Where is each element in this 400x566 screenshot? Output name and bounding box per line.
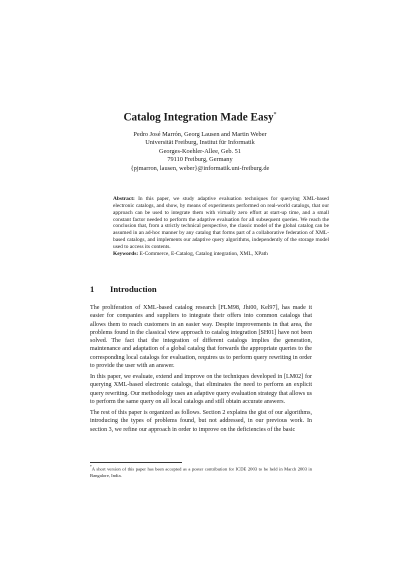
footnote (90, 464, 312, 479)
section-title: Introduction (110, 284, 157, 294)
abstract-block (113, 196, 329, 258)
footnote-rule (90, 462, 182, 463)
body-paragraph: In this paper, we evaluate, extend and improve on the techniques developed in [LM02] for querying XML-based electronic catalogs, that eliminates the need to perform an explicit query rewriting. Our methodology uses an adaptive query evaluation strategy that allows us to perform the same query on all local catalogs and still obtain accurate answers. (90, 374, 312, 405)
title-footnote-mark: * (273, 112, 277, 118)
author-block (0, 131, 400, 173)
footnote-mark: * (90, 465, 92, 469)
footnote-text: A short version of this paper has been accepted as a poster contribution for ICDE 2003 to be held in March 2003 in Bangalore, India. (90, 466, 312, 478)
abstract-paragraph (113, 196, 329, 251)
author-names: Pedro José Marrón, Georg Lausen and Martin Weber (133, 131, 267, 138)
author-city: 79110 Freiburg, Germany (167, 156, 233, 164)
section-body (90, 304, 312, 437)
keywords-text: E-Commerce, E-Catalog, Catalog integration, XML, XPath (139, 250, 268, 257)
paper-title (0, 109, 400, 125)
author-email: {pjmarron, lausen, weber}@informatik.uni-freiburg.de (130, 164, 270, 172)
abstract-text: In this paper, we study adaptive evaluation techniques for querying XML-based electronic catalogs, and show, by means of experiments performed on real-world catalogs, that our approach can be used to integrate them with virtually zero effort at start-up time, and a small constant factor needed to perform the adaptive evaluation for all subsequent queries. We reach the conclusion that, from a strictly technical perspective, the classic model of the global catalog can be assumed in an ad-hoc manner by any catalog that forms part of a collaborative federation of XML-based catalogs, and implements our adaptive query algorithms, independently of the storage model used to access its contents. (113, 196, 329, 250)
body-paragraph: The rest of this paper is organized as follows. Section 2 explains the gist of our algorithms, introducing the types of problems found, but not addressed, in our previous work. In section 3, we refine our approach in order to improve on the deficiencies of the basic (90, 410, 312, 433)
keywords-label: Keywords: (113, 250, 139, 257)
author-street: Georges-Koehler-Allee, Geb. 51 (159, 147, 241, 155)
section-heading (90, 284, 157, 294)
body-paragraph: The proliferation of XML-based catalog research [FLM98, Jhi00, Kel97], has made it easier for companies and suppliers to integrate their offers into common catalogs that allows them to reach customers in an easier way. Despite improvements in that area, the problems found in the classical view approach to catalog integration [SH01] have not been solved. The fact that the integration of different catalogs implies the generation, maintenance and adaptation of a global catalog that forwards the appropriate queries to the corresponding local catalogs for evaluation, requires us to perform query rewriting in order to provide the user with an answer. (90, 305, 312, 369)
keywords-line (113, 251, 329, 258)
author-affiliation: Universität Freiburg, Institut für Informatik (145, 139, 255, 147)
abstract-label: Abstract: (113, 196, 135, 202)
section-number: 1 (90, 284, 95, 294)
title-text: Catalog Integration Made Easy (123, 111, 274, 124)
